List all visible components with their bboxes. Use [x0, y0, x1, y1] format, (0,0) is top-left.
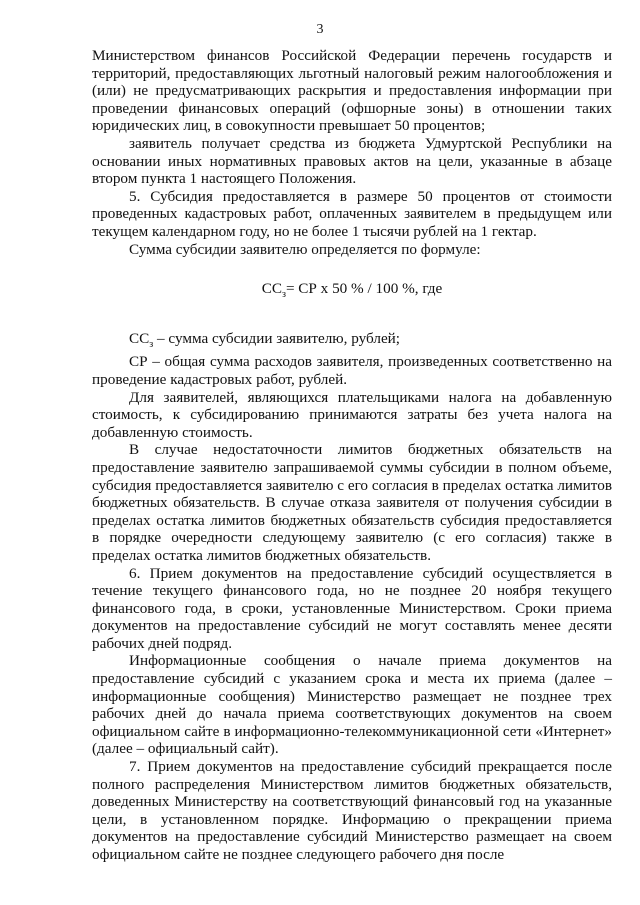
paragraph-2: заявитель получает средства из бюджета Удмуртской Республики на основании иных нормативных правовых актов на цели, указанные в абзаце втором пункта 1 настоящего Положения.	[92, 134, 612, 188]
paragraph-9: 6. Прием документов на предоставление субсидий осуществляется в течение текущего финансового года, но не позднее 20 ноября текущего финансового года, в сроки, установленные Министерством. Сроки приема документов на предоставление субсидий не могут составлять менее десяти рабочих дней подряд.	[92, 564, 612, 652]
paragraph-5	[92, 330, 612, 354]
paragraph-1: Министерством финансов Российской Федерации перечень государств и территорий, предоставляющих льготный налоговый режим налогообложения и (или) не предусматривающих раскрытия и предоставления информации при проведении финансовых операций (офшорные зоны) в отношении таких юридических лиц, в совокупности превышает 50 процентов;	[92, 47, 612, 135]
paragraph-10: Информационные сообщения о начале приема документов на предоставление субсидий с указанием срока и места их приема (далее – информационные сообщения) Министерство размещает не позднее трех рабочих дней до начала приема соответствующих документов на своем официальном сайте в информационно-телекоммуникационной сети «Интернет» (далее – официальный сайт).	[92, 652, 612, 758]
paragraph-11: 7. Прием документов на предоставление субсидий прекращается после полного распределения Министерством лимитов бюджетных обязательств, доведенных Министерству на соответствующий финансовый год на указанные цели, в установленном порядке. Информацию о прекращении приема документов на предоставление субсидий Министерство размещает на своем официальном сайте не позднее следующего рабочего дня после	[92, 758, 612, 863]
paragraph-5-subscript: з	[149, 338, 154, 350]
formula	[92, 280, 612, 304]
document-body	[92, 47, 612, 864]
paragraph-5-prefix: СС	[129, 329, 150, 347]
paragraph-4: Сумма субсидии заявителю определяется по формуле:	[129, 240, 481, 258]
paragraph-6: СР – общая сумма расходов заявителя, произведенных соответственно на проведение кадастровых работ, рублей.	[92, 353, 612, 388]
paragraph-7: Для заявителей, являющихся плательщиками налога на добавленную стоимость, к субсидированию принимаются затраты без учета налога на добавленную стоимость.	[92, 388, 612, 441]
formula-rest: = СР х 50 % / 100 %, где	[285, 280, 443, 298]
paragraph-8: В случае недостаточности лимитов бюджетных обязательств на предоставление заявителю запрашиваемой суммы субсидии в полном объеме, субсидия предоставляется заявителю с его согласия в пределах остатка лимитов бюджетных обязательств. В случае отказа заявителя от получения субсидии в пределах остатка лимитов бюджетных обязательств субсидия предоставляется в порядке очередности следующему заявителю (с его согласия) также в пределах остатка лимитов бюджетных обязательств.	[92, 441, 612, 564]
paragraph-3: 5. Субсидия предоставляется в размере 50 процентов от стоимости проведенных кадастровых работ, оплаченных заявителем в предыдущем или текущем календарном году, но не более 1 тысячи рублей на 1 гектар.	[92, 187, 612, 240]
paragraph-5-rest: – сумма субсидии заявителю, рублей;	[153, 329, 401, 347]
formula-subscript: з	[281, 289, 286, 301]
page-number: 3	[316, 22, 324, 37]
formula-prefix: СС	[261, 280, 282, 298]
